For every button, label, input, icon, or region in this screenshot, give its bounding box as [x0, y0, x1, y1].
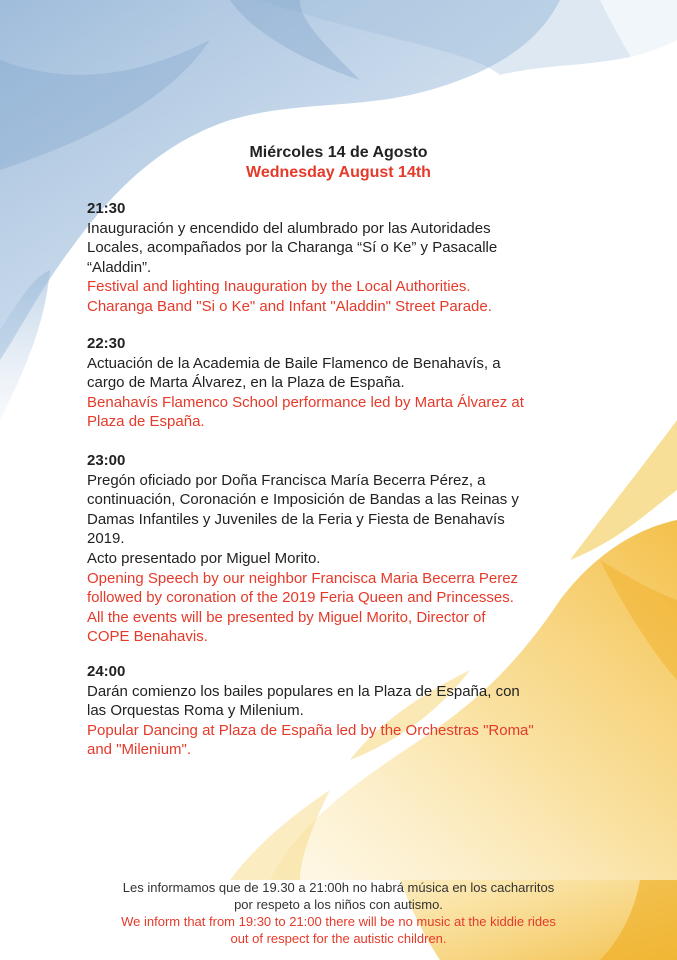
event-description-en: Festival and lighting Inauguration by the Local Authorities.: [87, 278, 471, 296]
event-description-es: Actuación de la Academia de Baile Flamenco de Benahavís, a: [87, 354, 501, 372]
event-description-es: Acto presentado por Miguel Morito.: [87, 549, 321, 567]
event-time: 21:30: [87, 200, 126, 217]
event-description-es: Locales, acompañados por la Charanga “Sí o Ke” y Pasacalle: [87, 239, 498, 257]
event-description-es: Damas Infantiles y Juveniles de la Feria y Fiesta de Benahavís: [87, 510, 505, 528]
event-2230: [87, 334, 597, 432]
event-description-en: COPE Benahavis.: [87, 628, 208, 646]
date-title-spanish: Miércoles 14 de Agosto: [249, 144, 428, 161]
event-2130: [87, 199, 597, 317]
autism-notice: [60, 879, 617, 947]
event-description-es: las Orquestas Roma y Milenium.: [87, 702, 304, 720]
event-description-es: Pregón oficiado por Doña Francisca María Becerra Pérez, a: [87, 471, 486, 489]
event-description-en: Plaza de España.: [87, 413, 205, 431]
notice-en: We inform that from 19:30 to 21:00 there will be no music at the kiddie rides: [121, 914, 556, 929]
event-description-en: Popular Dancing at Plaza de España led by the Orchestras "Roma": [87, 721, 534, 739]
event-description-en: Opening Speech by our neighbor Francisca Maria Becerra Perez: [87, 569, 519, 587]
event-description-es: “Aladdin”.: [87, 258, 152, 276]
event-description-es: Darán comienzo los bailes populares en la Plaza de España, con: [87, 682, 520, 700]
notice-es: por respeto a los niños con autismo.: [234, 897, 443, 912]
event-2300: [87, 451, 597, 647]
event-description-en: All the events will be presented by Miguel Morito, Director of: [87, 608, 486, 626]
event-description-es: Inauguración y encendido del alumbrado por las Autoridades: [87, 219, 491, 237]
event-description-en: Benahavís Flamenco School performance led by Marta Álvarez at: [87, 393, 524, 411]
event-description-en: and "Milenium".: [87, 741, 192, 759]
event-description-en: followed by coronation of the 2019 Feria Queen and Princesses.: [87, 589, 514, 607]
date-title-english: Wednesday August 14th: [246, 164, 431, 181]
notice-es: Les informamos que de 19.30 a 21:00h no habrá música en los cacharritos: [122, 880, 555, 895]
event-description-es: cargo de Marta Álvarez, en la Plaza de España.: [87, 374, 405, 392]
event-time: 24:00: [87, 663, 126, 680]
event-description-es: 2019.: [87, 530, 125, 548]
event-time: 23:00: [87, 452, 126, 469]
notice-en: out of respect for the autistic children.: [230, 931, 447, 946]
event-2400: [87, 662, 597, 760]
event-description-es: continuación, Coronación e Imposición de Bandas a las Reinas y: [87, 491, 519, 509]
event-description-en: Charanga Band "Si o Ke" and Infant "Aladdin" Street Parade.: [87, 297, 492, 315]
event-time: 22:30: [87, 335, 126, 352]
